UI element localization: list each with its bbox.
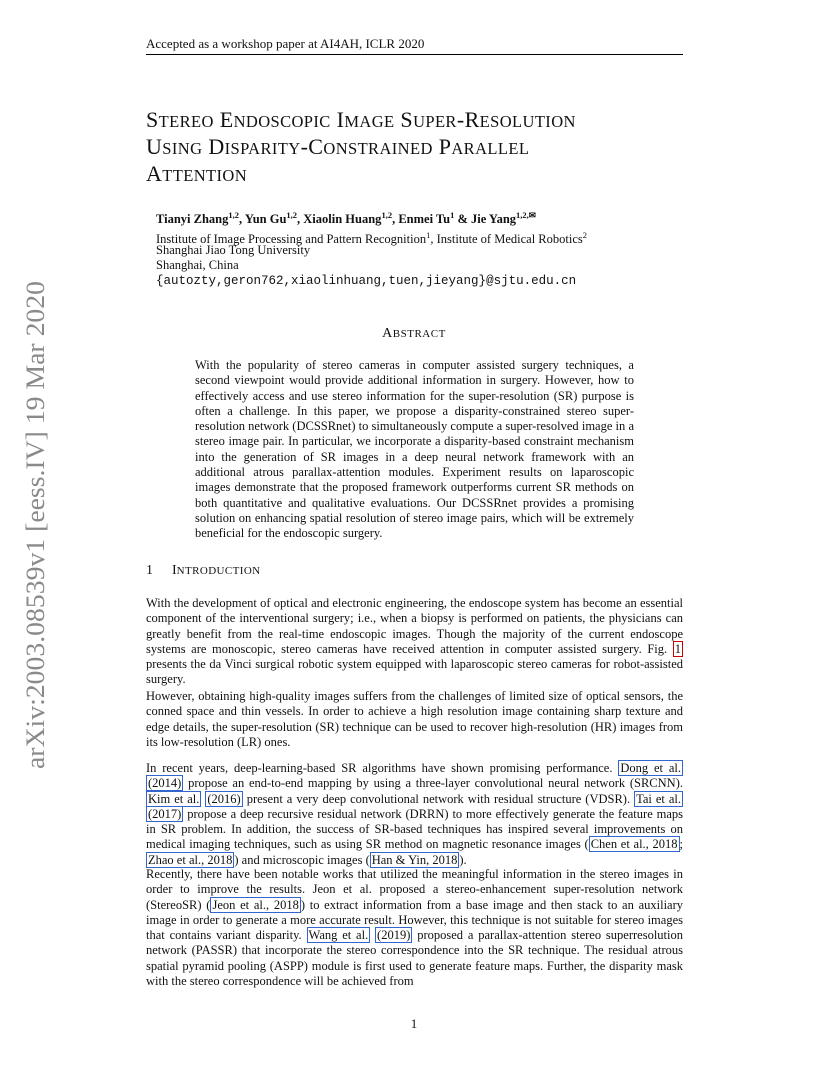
title-word: SUPER-RESOLUTION <box>400 107 576 132</box>
arxiv-stamp-text: arXiv:2003.08539v1 [eess.IV] 19 Mar 2020 <box>21 311 50 769</box>
affiliation-institutes: Institute of Image Processing and Pattern Recognition$^1$, Institute of Medical Robotics$^2$ <box>156 230 587 247</box>
paragraph: In recent years, deep-learning-based SR algorithms have shown promising performance. Dong et al. (2014) propose an end-to-end mapping by using a three-layer convolutional neural network (SRCNN). Kim et al. (2016) present a very deep convolutional network with residual structure (VDSR). Tai et al. (2017) propose a deep recursive residual network (DRRN) to more effectively generate the feature maps in SR problem. In addition, the success of SR-based techniques has inspired several improvements on medical imaging techniques, such as using SR method on magnetic resonance images ( Chen et al., 2018 ; Zhao et al., 2018 ) and microscopic images ( Han & Yin, 2018 ). <box>146 761 683 867</box>
title-word: PARALLEL <box>438 134 530 159</box>
page-number: 1 <box>410 1016 418 1031</box>
author: Jie Yang$^{1,2,✉}$ <box>471 210 536 227</box>
title-line-2 <box>146 133 706 162</box>
paragraph: With the development of optical and electronic engineering, the endoscope system has become an essential component of the interventional surgery; i.e., when a biopsy is performed on patients, the physicians can greatly benefit from the real-time endoscopic images. Though the majority of the current endoscope systems are monoscopic, stereo cameras have received attention in computer assisted surgery. Fig. 1 presents the da Vinci surgical robotic system equipped with laparoscopic stereo cameras for robot-assisted surgery. <box>146 596 683 687</box>
citation-link[interactable]: Wang et al. <box>308 928 369 943</box>
figure-link[interactable]: 1 <box>674 641 681 656</box>
affiliation-city: Shanghai, China <box>156 258 239 272</box>
paragraph: Recently, there have been notable works that utilized the meaningful information in the stereo images in order to improve the results. Jeon et al. proposed a stereo-enhancement super-resolution network (StereoSR) ( Jeon et al., 2018 ) to extract information from a base image and then stack to an auxiliary image in order to generate a more accurate result. However, this technique is not suitable for stereo images that contains variant disparity. Wang et al. (2019) proposed a parallax-attention stereo superresolution network (PASSR) that incorporate the stereo correspondence into the SR technique. The residual atrous spatial pyramid pooling (ASPP) module is first used to generate feature maps. Further, the disparity mask with the stereo correspondence will be achieved from <box>146 867 683 989</box>
title-word: USING <box>146 134 203 159</box>
title-line-1 <box>146 106 706 135</box>
citation-link[interactable]: Tai et al. <box>636 791 682 806</box>
paragraph: However, obtaining high-quality images suffers from the challenges of limited size of optical sensors, the conned space and thin vessels. In order to achieve a high resolution image containing sharp texture and edge details, the super-resolution (SR) technique can be used to recover high-resolution (HR) images from its low-resolution (LR) ones. <box>146 689 683 749</box>
section-heading: 1 INTRODUCTION <box>146 563 261 578</box>
citation-link[interactable]: Chen et al., 2018 <box>590 837 678 852</box>
author: Yun Gu$^{1,2}$ <box>244 210 298 227</box>
citation-link[interactable]: Jeon et al., 2018 <box>212 897 299 912</box>
header-rule <box>146 54 683 55</box>
title-word: DISPARITY-CONSTRAINED <box>208 134 433 159</box>
citation-link[interactable]: Dong et al. <box>620 761 681 775</box>
title-word: STEREO <box>146 107 214 132</box>
running-header: Accepted as a workshop paper at AI4AH, ICLR 2020 <box>146 36 425 51</box>
title-word: ENDOSCOPIC <box>219 107 331 132</box>
abstract-text: With the popularity of stereo cameras in computer assisted surgery techniques, a second viewpoint would provide additional information in surgery. However, how to effectively access and use stereo information for the super-resolution (SR) purpose is often a challenge. In this paper, we propose a disparity-constrained stereo super-resolution network (DCSSRnet) to simultaneously compute a super-resolved image in a stereo image pair. In particular, we incorporate a disparity-based constraint mechanism into the generation of SR images in a deep neural network framework with an additional atrous parallax-attention modules. Experiment results on laparoscopic images demonstrate that the proposed framework outperforms current SR methods on both quantitative and qualitative evaluations. Our DCSSRnet provides a promising solution on enhancing spatial resolution of stereo image pairs, which will be extremely beneficial for the endoscopic surgery. <box>195 358 634 541</box>
author-emails[interactable]: {autozty,geron762,xiaolinhuang,tuen,jieyang}@sjtu.edu.cn <box>156 274 577 288</box>
citation-link[interactable]: Zhao et al., 2018 <box>148 852 233 867</box>
author-list: Tianyi Zhang$^{1,2}$, Yun Gu$^{1,2}$, Xiaolin Huang$^{1,2}$, Enmei Tu$^1$ & Jie Yang$^{1,2,✉}$ <box>156 210 536 227</box>
abstract-heading: ABSTRACT <box>382 326 446 341</box>
affiliation-university: Shanghai Jiao Tong University <box>156 243 311 257</box>
title-line-3 <box>146 160 706 189</box>
citation-link[interactable]: (2016) <box>207 791 241 806</box>
title-word: IMAGE <box>336 107 395 132</box>
author: Xiaolin Huang$^{1,2}$ <box>303 210 393 227</box>
author: Tianyi Zhang$^{1,2}$ <box>156 210 240 227</box>
author: Enmei Tu$^1$ <box>398 210 455 227</box>
arxiv-stamp <box>4 281 56 769</box>
citation-link[interactable]: (2019) <box>377 928 411 943</box>
citation-link[interactable]: Kim et al. <box>148 791 200 806</box>
title-word: ATTENTION <box>146 161 248 186</box>
citation-link[interactable]: (2017) <box>148 806 182 821</box>
citation-link[interactable]: Han & Yin, 2018 <box>371 852 458 867</box>
citation-link[interactable]: (2014) <box>148 776 182 791</box>
